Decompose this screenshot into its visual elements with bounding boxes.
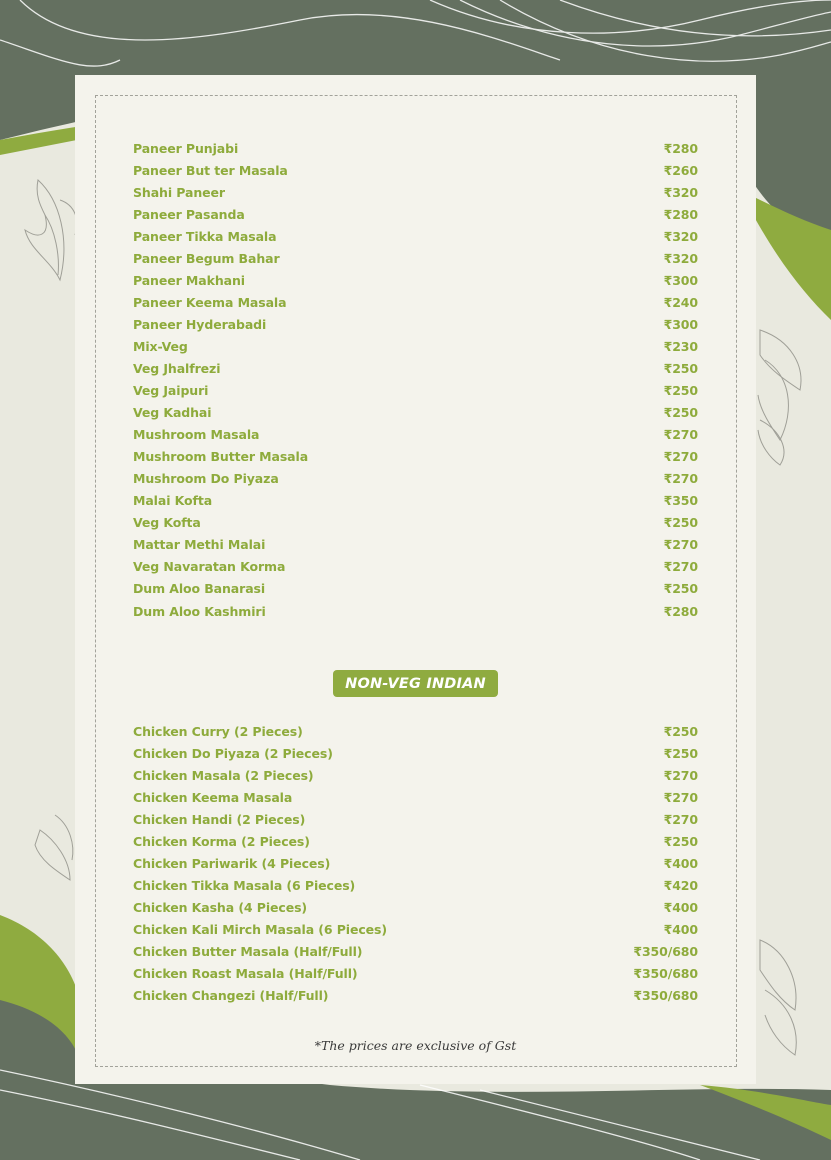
item-price: ₹270 [663, 537, 698, 553]
menu-item [133, 534, 698, 556]
item-name: Mix-Veg [133, 338, 188, 354]
item-name: Mattar Methi Malai [133, 537, 266, 553]
veg-menu-list [133, 137, 698, 622]
item-price: ₹320 [663, 184, 698, 200]
item-name: Paneer Makhani [133, 272, 245, 288]
item-price: ₹400 [663, 899, 698, 915]
menu-item [133, 490, 698, 512]
item-price: ₹270 [663, 559, 698, 575]
item-price: ₹400 [663, 921, 698, 937]
menu-item [133, 247, 698, 269]
menu-item [133, 269, 698, 291]
item-name: Dum Aloo Kashmiri [133, 603, 266, 619]
menu-item [133, 291, 698, 313]
item-name: Chicken Curry (2 Pieces) [133, 723, 303, 739]
item-price: ₹250 [663, 833, 698, 849]
item-price: ₹250 [663, 405, 698, 421]
menu-item [133, 600, 698, 622]
item-name: Paneer Punjabi [133, 140, 239, 156]
menu-item [133, 852, 698, 874]
item-price: ₹280 [663, 206, 698, 222]
item-name: Chicken Pariwarik (4 Pieces) [133, 855, 331, 871]
item-price: ₹270 [663, 767, 698, 783]
menu-item [133, 764, 698, 786]
menu-item [133, 446, 698, 468]
item-price: ₹260 [663, 162, 698, 178]
item-name: Chicken Tikka Masala (6 Pieces) [133, 877, 356, 893]
item-price: ₹300 [663, 316, 698, 332]
item-name: Paneer Begum Bahar [133, 250, 280, 266]
menu-item [133, 874, 698, 896]
item-name: Veg Kofta [133, 515, 201, 531]
item-name: Mushroom Masala [133, 427, 260, 443]
menu-item [133, 203, 698, 225]
price-footnote: *The prices are exclusive of Gst [314, 1038, 517, 1053]
item-price: ₹270 [663, 811, 698, 827]
menu-item [133, 424, 698, 446]
item-name: Chicken Changezi (Half/Full) [133, 988, 329, 1004]
item-name: Paneer Pasanda [133, 206, 245, 222]
item-price: ₹320 [663, 250, 698, 266]
item-name: Shahi Paneer [133, 184, 225, 200]
menu-item [133, 896, 698, 918]
item-name: Chicken Roast Masala (Half/Full) [133, 966, 358, 982]
item-price: ₹420 [663, 877, 698, 893]
item-name: Chicken Kasha (4 Pieces) [133, 899, 308, 915]
item-name: Veg Kadhai [133, 405, 212, 421]
item-price: ₹250 [663, 581, 698, 597]
menu-item [133, 335, 698, 357]
item-name: Paneer Hyderabadi [133, 316, 267, 332]
item-name: Veg Jaipuri [133, 383, 209, 399]
item-name: Veg Jhalfrezi [133, 360, 221, 376]
item-name: Mushroom Do Piyaza [133, 471, 279, 487]
item-price: ₹350 [663, 493, 698, 509]
item-name: Dum Aloo Banarasi [133, 581, 266, 597]
menu-item [133, 918, 698, 940]
menu-item [133, 742, 698, 764]
menu-item [133, 556, 698, 578]
menu-item [133, 159, 698, 181]
item-price: ₹250 [663, 360, 698, 376]
menu-item [133, 963, 698, 985]
item-price: ₹270 [663, 427, 698, 443]
menu-item [133, 808, 698, 830]
item-name: Malai Kofta [133, 493, 213, 509]
menu-item [133, 468, 698, 490]
item-name: Mushroom Butter Masala [133, 449, 309, 465]
item-price: ₹250 [663, 745, 698, 761]
menu-item [133, 512, 698, 534]
item-price: ₹230 [663, 338, 698, 354]
item-price: ₹350/680 [633, 966, 698, 982]
item-price: ₹270 [663, 471, 698, 487]
item-name: Chicken Kali Mirch Masala (6 Pieces) [133, 921, 388, 937]
menu-item [133, 225, 698, 247]
menu-item [133, 786, 698, 808]
item-name: Paneer Keema Masala [133, 294, 287, 310]
item-price: ₹250 [663, 383, 698, 399]
menu-item [133, 940, 698, 962]
menu-item [133, 380, 698, 402]
item-name: Chicken Korma (2 Pieces) [133, 833, 310, 849]
item-price: ₹350/680 [633, 943, 698, 959]
item-name: Chicken Handi (2 Pieces) [133, 811, 306, 827]
menu-item [133, 985, 698, 1007]
item-name: Paneer But ter Masala [133, 162, 288, 178]
item-name: Paneer Tikka Masala [133, 228, 277, 244]
item-price: ₹350/680 [633, 988, 698, 1004]
menu-item [133, 402, 698, 424]
item-price: ₹240 [663, 294, 698, 310]
menu-item [133, 137, 698, 159]
item-name: Chicken Keema Masala [133, 789, 293, 805]
section-title-nonveg: NON-VEG INDIAN [333, 670, 498, 697]
item-price: ₹280 [663, 603, 698, 619]
menu-item [133, 578, 698, 600]
item-name: Chicken Do Piyaza (2 Pieces) [133, 745, 333, 761]
item-name: Chicken Butter Masala (Half/Full) [133, 943, 363, 959]
menu-card [75, 75, 756, 1084]
item-price: ₹250 [663, 723, 698, 739]
item-price: ₹280 [663, 140, 698, 156]
item-price: ₹270 [663, 789, 698, 805]
item-price: ₹250 [663, 515, 698, 531]
menu-item [133, 830, 698, 852]
item-price: ₹270 [663, 449, 698, 465]
item-name: Chicken Masala (2 Pieces) [133, 767, 314, 783]
item-price: ₹300 [663, 272, 698, 288]
item-name: Veg Navaratan Korma [133, 559, 286, 575]
nonveg-menu-list [133, 720, 698, 1007]
menu-item [133, 357, 698, 379]
menu-item [133, 181, 698, 203]
menu-item [133, 313, 698, 335]
menu-item [133, 720, 698, 742]
item-price: ₹320 [663, 228, 698, 244]
item-price: ₹400 [663, 855, 698, 871]
